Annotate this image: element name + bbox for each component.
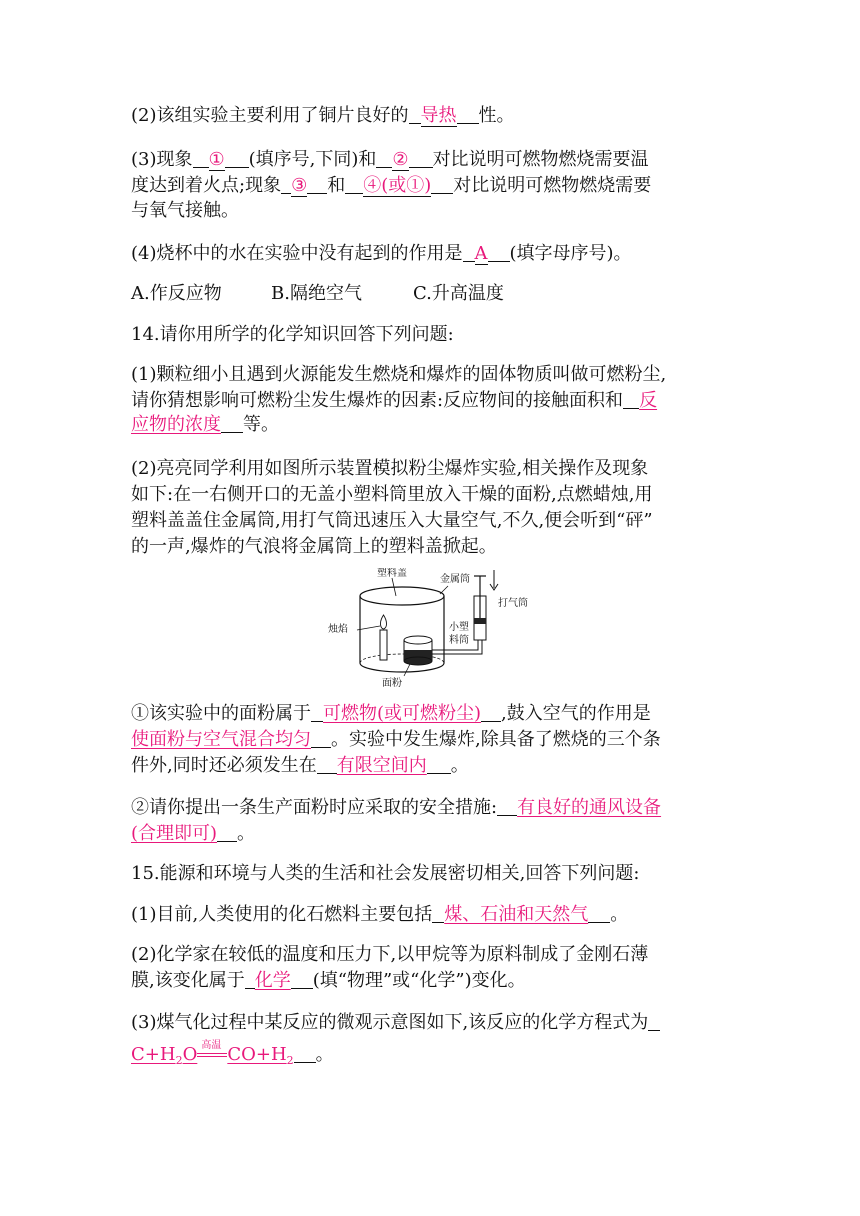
flour-pointer — [404, 664, 410, 676]
q14-sub1-line1: ①该实验中的面粉属于 可燃物(或可燃粉尘) ,鼓入空气的作用是 — [131, 703, 651, 724]
q13-options — [131, 282, 504, 306]
q14-part1-line2: 请你猜想影响可燃粉尘发生爆炸的因素:反应物间的接触面积和 反 — [131, 390, 658, 411]
q13-part3-line1: (3)现象 ① (填序号,下同)和 ② 对比说明可燃物燃烧需要温 — [131, 149, 649, 170]
q14-part2-line3: 塑料盖盖住金属筒,用打气筒迅速压入大量空气,不久,便会听到“砰” — [131, 510, 653, 531]
equation-condition: 高温 — [201, 1040, 222, 1051]
answer-safety-measure-b: (合理即可) — [131, 823, 218, 844]
label-small-cup-2: 料筒 — [449, 635, 469, 646]
option-a: A.作反应物 — [131, 283, 222, 304]
label-lid: 塑料盖 — [377, 568, 407, 579]
q14-part1-line1: (1)颗粒细小且遇到火源能发生燃烧和爆炸的固体物质叫做可燃粉尘, — [131, 364, 667, 385]
answer-air-role: 使面粉与空气混合均匀 — [131, 729, 311, 750]
answer-phenomenon-4: ④(或①) — [363, 175, 432, 196]
metal-can-bottom — [360, 663, 444, 672]
equation-reactants: $C+H_2O$ — [131, 1044, 198, 1067]
answer-safety-measure-a: 有良好的通风设备 — [517, 797, 662, 818]
q13-part3-line2: 度达到着火点;现象 ③ 和 ④(或①) 对比说明可燃物燃烧需要 — [131, 175, 652, 196]
metal-can-top — [360, 587, 444, 605]
q14-sub1-line3: 件外,同时还必须发生在 有限空间内 。 — [131, 755, 469, 776]
label-pump: 打气筒 — [498, 598, 528, 609]
answer-phenomenon-2: ② — [392, 149, 409, 170]
can-pointer — [440, 586, 448, 594]
q14-title: 14.请你用所学的化学知识回答下列问题: — [131, 324, 454, 345]
q13-part4: (4)烧杯中的水在实验中没有起到的作用是 A (填字母序号)。 — [131, 243, 632, 264]
label-small-cup-1: 小塑 — [449, 622, 469, 633]
answer-concentration-b: 应物的浓度 — [131, 414, 221, 435]
answer-fossil-fuels: 煤、石油和天然气 — [444, 904, 589, 925]
small-cup-top — [404, 636, 432, 644]
label-metal-can: 金属筒 — [440, 574, 470, 585]
option-b: B.隔绝空气 — [271, 283, 362, 304]
q15-part1: (1)目前,人类使用的化石燃料主要包括 煤、石油和天然气 。 — [131, 904, 629, 925]
q13-part3-line3: 与氧气接触。 — [131, 200, 239, 221]
q13-part2: (2)该组实验主要利用了铜片良好的 导热 性。 — [131, 105, 515, 126]
candle-flame-icon — [380, 615, 386, 629]
q15-part3-equation: $C+H_2O$ 高温 $CO+H_2$ 。 — [131, 1043, 334, 1073]
equation-products: $CO+H_2$ — [227, 1044, 294, 1067]
answer-change-type: 化学 — [254, 970, 291, 991]
answer-confined-space: 有限空间内 — [336, 755, 427, 776]
small-cup-bottom — [404, 657, 432, 665]
label-candle: 烛焰 — [328, 624, 348, 635]
option-c: C.升高温度 — [413, 283, 504, 304]
equation-arrow — [197, 1040, 227, 1064]
q15-part3-line1: (3)煤气化过程中某反应的微观示意图如下,该反应的化学方程式为 — [131, 1011, 660, 1035]
q15-title: 15.能源和环境与人类的生活和社会发展密切相关,回答下列问题: — [131, 863, 640, 884]
dust-explosion-apparatus-figure — [322, 568, 536, 690]
candle — [380, 630, 387, 660]
answer-flour-type: 可燃物(或可燃粉尘) — [323, 703, 482, 724]
answer-phenomenon-3: ③ — [291, 175, 308, 196]
q14-sub2-line1: ②请你提出一条生产面粉时应采取的安全措施: 有良好的通风设备 — [131, 797, 662, 818]
q14-sub2-line2: (合理即可) 。 — [131, 823, 256, 844]
q15-part2-line1: (2)化学家在较低的温度和压力下,以甲烷等为原料制成了金刚石薄 — [131, 944, 649, 965]
q14-sub1-line2: 使面粉与空气混合均匀 。实验中发生爆炸,除具备了燃烧的三个条 — [131, 729, 661, 750]
answer-heat-conduction: 导热 — [420, 105, 457, 126]
answer-concentration-a: 反 — [639, 390, 658, 411]
answer-water-role: A — [474, 243, 488, 264]
q14-part2-line4: 的一声,爆炸的气浪将金属筒上的塑料盖掀起。 — [131, 536, 497, 557]
pump-piston — [474, 618, 486, 624]
answer-phenomenon-1: ① — [208, 149, 225, 170]
q15-part2-line2: 膜,该变化属于 化学 (填“物理”或“化学”)变化。 — [131, 970, 526, 991]
q14-part1-line3: 应物的浓度 等。 — [131, 414, 279, 435]
q14-part2-line1: (2)亮亮同学利用如图所示装置模拟粉尘爆炸实验,相关操作及现象 — [131, 458, 649, 479]
q14-part2-line2: 如下:在一右侧开口的无盖小塑料筒里放入干燥的面粉,点燃蜡烛,用 — [131, 484, 653, 505]
label-flour: 面粉 — [382, 678, 402, 689]
